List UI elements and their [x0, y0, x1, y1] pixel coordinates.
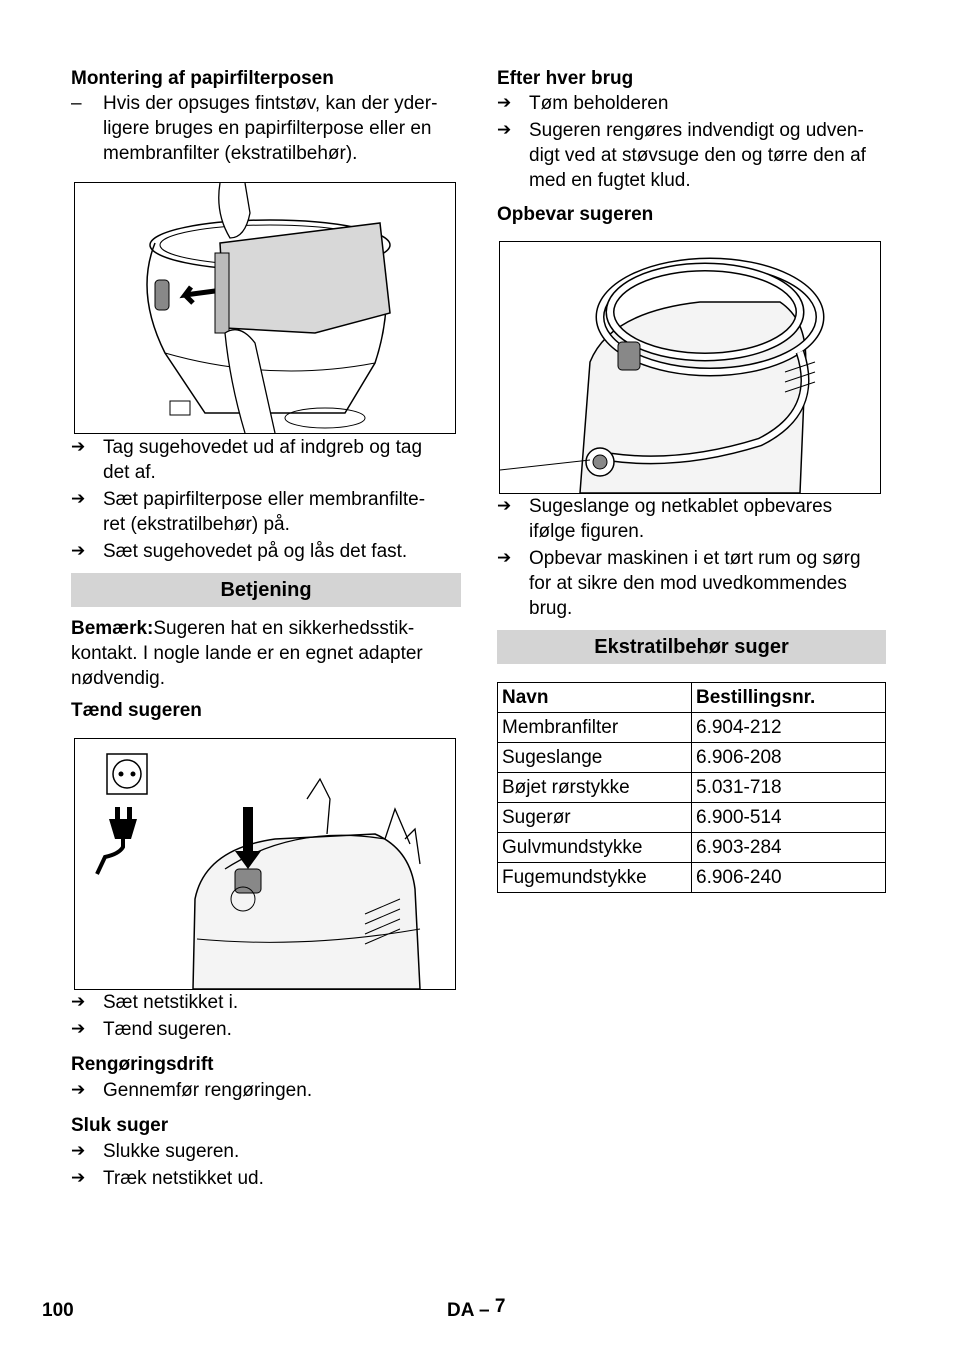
- table-header-row: [498, 683, 886, 713]
- heading-sluk: Sluk suger: [71, 1115, 169, 1136]
- heading-opbevar: Opbevar sugeren: [497, 204, 654, 225]
- list-item: [497, 91, 886, 116]
- arrow-right-icon: ➔: [71, 489, 86, 509]
- list-item: [71, 539, 461, 564]
- list-line: ret (ekstratilbehør) på.: [103, 514, 290, 535]
- arrow-right-icon: ➔: [497, 496, 512, 516]
- list-line: Sugeren rengøres indvendigt og udven-: [529, 120, 864, 141]
- arrow-right-icon: ➔: [497, 120, 512, 140]
- list-line: ifølge figuren.: [529, 521, 645, 542]
- table-cell-order-no: 6.904-212: [692, 713, 886, 743]
- table-header-name: Navn: [498, 683, 692, 713]
- table-row: [498, 863, 886, 893]
- section-band-ekstratilbehor: Ekstratilbehør suger: [497, 630, 886, 664]
- table-cell-name: Gulvmundstykke: [498, 833, 692, 863]
- dash-bullet-icon: –: [71, 93, 82, 114]
- arrow-right-icon: ➔: [71, 1080, 86, 1100]
- table-cell-name: Fugemundstykke: [498, 863, 692, 893]
- list-line: Gennemfør rengøringen.: [103, 1080, 313, 1101]
- note-line: nødvendig.: [71, 668, 166, 689]
- table-cell-name: Sugerør: [498, 803, 692, 833]
- table-header-order-no: Bestillingsnr.: [692, 683, 886, 713]
- accessories-table: [497, 682, 886, 893]
- rengoring-steps: [71, 1078, 461, 1103]
- list-item: [71, 487, 461, 537]
- list-line: Sæt netstikket i.: [103, 992, 239, 1013]
- table-cell-name: Sugeslange: [498, 743, 692, 773]
- list-line: Tøm beholderen: [529, 93, 669, 114]
- heading-taend: Tænd sugeren: [71, 700, 202, 721]
- montering-steps: [71, 435, 461, 564]
- table-row: [498, 713, 886, 743]
- dash-item: [71, 91, 461, 166]
- list-line: Sugeslange og netkablet opbevares: [529, 496, 833, 517]
- list-line: Sæt papirfilterpose eller membranfilte-: [103, 489, 426, 510]
- separator: –: [479, 1300, 490, 1321]
- list-item: [71, 1017, 461, 1042]
- note-paragraph: [71, 616, 461, 691]
- list-line: Tænd sugeren.: [103, 1019, 232, 1040]
- heading-rengoring: Rengøringsdrift: [71, 1054, 214, 1075]
- list-item: [71, 1078, 461, 1103]
- list-item: [497, 494, 886, 544]
- table-cell-order-no: 5.031-718: [692, 773, 886, 803]
- list-item: [71, 990, 461, 1015]
- list-line: brug.: [529, 598, 573, 619]
- note-line: kontakt. I nogle lande er en egnet adapter: [71, 643, 423, 664]
- dash-list: [71, 91, 461, 166]
- section-page-label: [447, 1298, 505, 1323]
- opbevar-steps: [497, 494, 886, 621]
- arrow-right-icon: ➔: [497, 93, 512, 113]
- arrow-right-icon: ➔: [497, 548, 512, 568]
- arrow-right-icon: ➔: [71, 1141, 86, 1161]
- heading-montering: Montering af papirfilterposen: [71, 68, 334, 89]
- table-row: [498, 833, 886, 863]
- list-line: Tag sugehovedet ud af indgreb og tag: [103, 437, 423, 458]
- table-row: [498, 803, 886, 833]
- section-band-betjening: Betjening: [71, 573, 461, 607]
- dash-line: ligere bruges en papirfilterpose eller en: [103, 118, 432, 139]
- arrow-right-icon: ➔: [71, 541, 86, 561]
- page-number: 100: [42, 1300, 74, 1321]
- list-line: for at sikre den mod uvedkommendes: [529, 573, 847, 594]
- efter-steps: [497, 91, 886, 193]
- list-item: [497, 118, 886, 193]
- list-line: det af.: [103, 462, 156, 483]
- note-line: Sugeren hat en sikkerhedsstik-: [153, 618, 415, 639]
- list-item: [497, 546, 886, 621]
- dash-line: Hvis der opsuges fintstøv, kan der yder-: [103, 93, 438, 114]
- list-item: [71, 1166, 461, 1191]
- figure-storage: [499, 241, 881, 494]
- arrow-right-icon: ➔: [71, 1019, 86, 1039]
- left-column: [71, 64, 461, 1191]
- table-cell-order-no: 6.900-514: [692, 803, 886, 833]
- arrow-right-icon: ➔: [71, 437, 86, 457]
- note-label: Bemærk:: [71, 618, 154, 639]
- table-cell-name: Bøjet rørstykke: [498, 773, 692, 803]
- lang-code: DA: [447, 1300, 474, 1321]
- arrow-right-icon: ➔: [71, 992, 86, 1012]
- list-line: med en fugtet klud.: [529, 170, 691, 191]
- table-cell-order-no: 6.906-240: [692, 863, 886, 893]
- dash-line: membranfilter (ekstratilbehør).: [103, 143, 358, 164]
- table-cell-order-no: 6.903-284: [692, 833, 886, 863]
- list-line: Slukke sugeren.: [103, 1141, 240, 1162]
- arrow-right-icon: ➔: [71, 1168, 86, 1188]
- figure-filter-bag: [74, 182, 456, 434]
- list-line: digt ved at støvsuge den og tørre den af: [529, 145, 866, 166]
- right-column: [497, 64, 886, 893]
- heading-efter: Efter hver brug: [497, 68, 634, 89]
- table-cell-name: Membranfilter: [498, 713, 692, 743]
- table-cell-order-no: 6.906-208: [692, 743, 886, 773]
- list-line: Træk netstikket ud.: [103, 1168, 264, 1189]
- section-page-number: 7: [494, 1296, 506, 1317]
- table-row: [498, 743, 886, 773]
- sluk-steps: [71, 1139, 461, 1191]
- figure-switch-on: [74, 738, 456, 990]
- list-item: [71, 1139, 461, 1164]
- list-line: Sæt sugehovedet på og lås det fast.: [103, 541, 408, 562]
- taend-steps: [71, 990, 461, 1042]
- table-row: [498, 773, 886, 803]
- list-line: Opbevar maskinen i et tørt rum og sørg: [529, 548, 861, 569]
- list-item: [71, 435, 461, 485]
